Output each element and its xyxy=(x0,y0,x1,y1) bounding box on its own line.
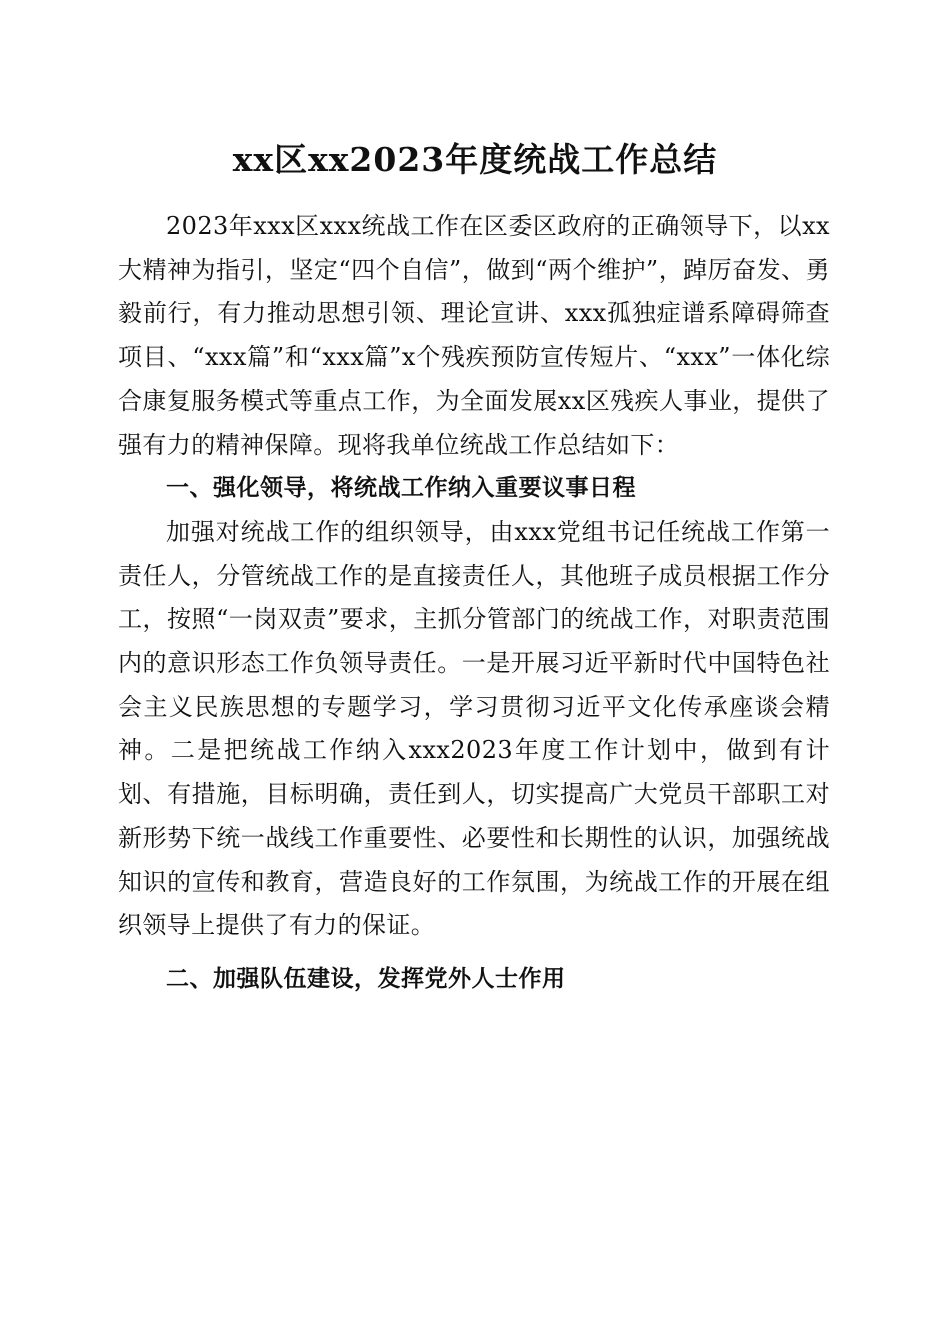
intro-paragraph: 2023年xxx区xxx统战工作在区委区政府的正确领导下，以xx大精神为指引，坚定“四个自信”，做到“两个维护”，踔厉奋发、勇毅前行，有力推动思想引领、理论宣讲、xxx孤独症谱系障碍筛查项目、“xxx篇”和“xxx篇”x个残疾预防宣传短片、“xxx”一体化综合康复服务模式等重点工作，为全面发展xx区残疾人事业，提供了强有力的精神保障。现将我单位统战工作总结如下： xyxy=(118,212,830,459)
document-title: xx区xx2023年度统战工作总结 xyxy=(232,140,718,179)
section-spacer xyxy=(118,948,830,958)
section-1-heading: 一、强化领导，将统战工作纳入重要议事日程 xyxy=(166,475,636,502)
document-body xyxy=(118,205,830,1002)
section-1-paragraph: 加强对统战工作的组织领导，由xxx党组书记任统战工作第一责任人，分管统战工作的是直接责任人，其他班子成员根据工作分工，按照“一岗双责”要求，主抓分管部门的统战工作，对职责范围内的意识形态工作负领导责任。一是开展习近平新时代中国特色社会主义民族思想的专题学习，学习贯彻习近平文化传承座谈会精神。二是把统战工作纳入xxx2023年度工作计划中，做到有计划、有措施，目标明确，责任到人，切实提高广大党员干部职工对新形势下统一战线工作重要性、必要性和长期性的认识，加强统战知识的宣传和教育，营造良好的工作氛围，为统战工作的开展在组织领导上提供了有力的保证。 xyxy=(118,517,830,940)
section-2-heading: 二、加强队伍建设，发挥党外人士作用 xyxy=(166,965,566,992)
